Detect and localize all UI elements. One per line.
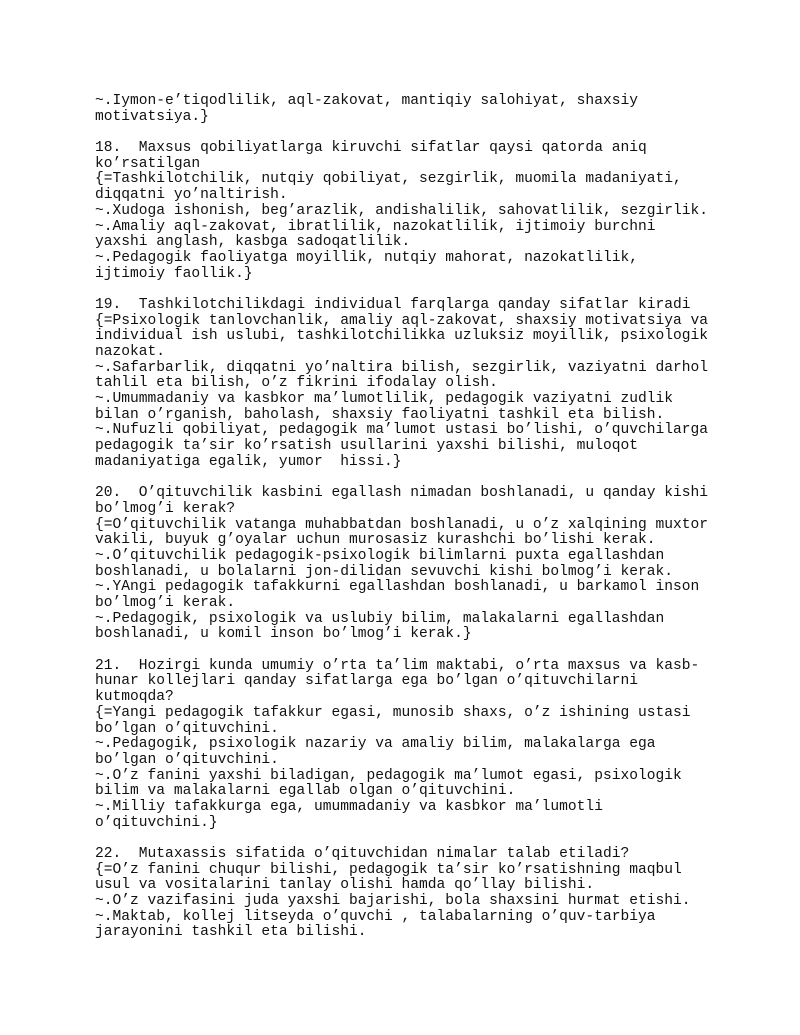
question-block <box>95 847 735 941</box>
question-block <box>95 659 735 832</box>
text-line: vakili, buyuk g’oyalar uchun murosasiz kurashchi bo’lishi kerak. <box>95 532 656 549</box>
text-line: tahlil eta bilish, o’z fikrini ifodalay olish. <box>95 375 498 392</box>
text-line: {=O’z fanini chuqur bilishi, pedagogik ta’sir ko’rsatishning maqbul <box>95 861 682 878</box>
text-line: ~.Iymon-e’tiqodlilik, aql-zakovat, mantiqiy salohiyat, shaxsiy <box>95 93 638 109</box>
text-line: nazokat. <box>95 344 166 360</box>
text-line: 18. Maxsus qobiliyatlarga kiruvchi sifatlar qaysi qatorda aniq <box>95 140 647 157</box>
text-line: o’qituvchini.} <box>95 814 218 831</box>
text-line: ~.YAngi pedagogik tafakkurni egallashdan boshlanadi, u barkamol inson <box>95 579 700 596</box>
text-line: 22. Mutaxassis sifatida o’qituvchidan nimalar talab etiladi? <box>95 846 630 862</box>
text-line: ~.Maktab, kollej litseyda o’quvchi , talabalarning o’quv-tarbiya <box>95 908 656 925</box>
text-line: hunar kollejlari qanday sifatlarga ega bo’lgan o’qituvchilarni <box>95 673 638 690</box>
text-line: motivatsiya.} <box>95 108 209 125</box>
text-line: {=O’qituvchilik vatanga muhabbatdan boshlanadi, u o’z xalqining muxtor <box>95 516 709 533</box>
question-block <box>95 486 735 643</box>
text-line: jarayonini tashkil eta bilishi. <box>95 924 367 941</box>
text-line: boshlanadi, u komil inson bo’lmog’i kerak.} <box>95 626 472 643</box>
text-line: kutmoqda? <box>95 689 174 706</box>
text-line: bo’lgan o’qituvchini. <box>95 720 279 737</box>
text-line: bilim va malakalarni egallab olgan o’qituvchini. <box>95 783 516 800</box>
text-line: {=Yangi pedagogik tafakkur egasi, munosib shaxs, o’z ishining ustasi <box>95 704 691 721</box>
text-line: ~.Amaliy aql-zakovat, ibratlilik, nazokatlilik, ijtimoiy burchni <box>95 218 656 235</box>
text-line: 20. O’qituvchilik kasbini egallash nimadan boshlanadi, u qanday kishi <box>95 485 709 502</box>
text-line: pedagogik ta’sir ko’rsatish usullarini yaxshi bilishi, muloqot <box>95 438 638 455</box>
text-line: diqqatni yo’naltirish. <box>95 187 288 204</box>
text-line: bo’lmog’i kerak? <box>95 500 236 517</box>
paragraph-spacer <box>95 643 735 659</box>
question-block <box>95 141 735 282</box>
text-line: ~.Milliy tafakkurga ega, umummadaniy va kasbkor ma’lumotli <box>95 798 603 815</box>
text-line: bo’lgan o’qituvchini. <box>95 751 279 768</box>
text-line: bilan o’rganish, baholash, shaxsiy faoliyatni tashkil eta bilish. <box>95 406 665 423</box>
text-line: ko’rsatilgan <box>95 155 201 172</box>
text-line: ~.O’z vazifasini juda yaxshi bajarishi, bola shaxsini hurmat etishi. <box>95 893 691 910</box>
text-line: {=Psixologik tanlovchanlik, amaliy aql-zakovat, shaxsiy motivatsiya va <box>95 312 709 329</box>
text-line: bo’lmog’i kerak. <box>95 595 236 611</box>
text-line: ijtimoiy faollik.} <box>95 265 253 282</box>
text-line: boshlanadi, u bolalarni jon-dilidan sevuvchi kishi bolmog’i kerak. <box>95 563 674 580</box>
text-line: ~.Safarbarlik, diqqatni yo’naltira bilish, sezgirlik, vaziyatni darhol <box>95 359 709 376</box>
text-line: yaxshi anglash, kasbga sadoqatlilik. <box>95 234 411 251</box>
continued-answer-block <box>95 94 735 125</box>
text-line: ~.Xudoga ishonish, beg’arazlik, andishalilik, sahovatlilik, sezgirlik. <box>95 202 709 219</box>
paragraph-spacer <box>95 125 735 141</box>
text-line: madaniyatiga egalik, yumor hissi.} <box>95 453 402 470</box>
document-page <box>95 94 735 941</box>
text-line: individual ish uslubi, tashkilotchilikka uzluksiz moyillik, psixologik <box>95 328 709 345</box>
text-line: ~.O’qituvchilik pedagogik-psixologik bilimlarni puxta egallashdan <box>95 547 665 564</box>
text-line: {=Tashkilotchilik, nutqiy qobiliyat, sezgirlik, muomila madaniyati, <box>95 171 682 188</box>
text-line: ~.Nufuzli qobiliyat, pedagogik ma’lumot ustasi bo’lishi, o’quvchilarga <box>95 422 709 439</box>
text-line: ~.O’z fanini yaxshi biladigan, pedagogik ma’lumot egasi, psixologik <box>95 767 682 784</box>
paragraph-spacer <box>95 831 735 847</box>
paragraph-spacer <box>95 282 735 298</box>
text-line: 19. Tashkilotchilikdagi individual farqlarga qanday sifatlar kiradi <box>95 296 691 313</box>
question-block <box>95 298 735 471</box>
text-line: ~.Umummadaniy va kasbkor ma’lumotlilik, pedagogik vaziyatni zudlik <box>95 391 674 408</box>
text-line: ~.Pedagogik, psixologik va uslubiy bilim, malakalarni egallashdan <box>95 610 665 627</box>
paragraph-spacer <box>95 471 735 487</box>
text-line: 21. Hozirgi kunda umumiy o’rta ta’lim maktabi, o’rta maxsus va kasb- <box>95 657 700 674</box>
text-line: ~.Pedagogik, psixologik nazariy va amaliy bilim, malakalarga ega <box>95 736 656 753</box>
text-line: usul va vositalarini tanlay olishi hamda qo’llay bilishi. <box>95 877 595 894</box>
text-line: ~.Pedagogik faoliyatga moyillik, nutqiy mahorat, nazokatlilik, <box>95 249 638 266</box>
